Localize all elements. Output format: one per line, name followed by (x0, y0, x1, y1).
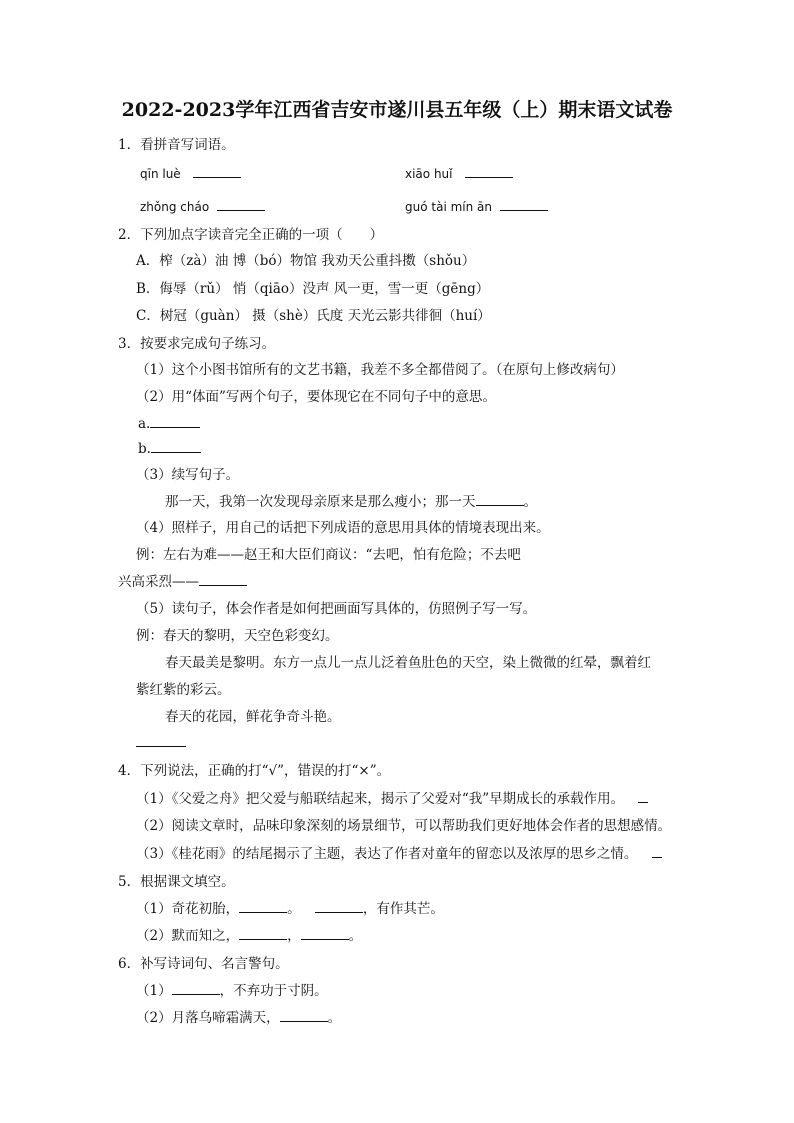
line-text: （1） (136, 983, 172, 999)
q3-part-2: （2）用“体面”写两个句子，要体现它在不同句子中的意思。 (136, 389, 496, 405)
q3-part-5-line-1: 春天最美是黎明。东方一点儿一点儿泛着鱼肚色的天空，染上微微的红晕，飘着红 (165, 655, 651, 671)
q3-part-4-idiom (118, 573, 247, 591)
pinyin-text: qīn luè (140, 167, 181, 181)
pinyin-text: guó tài mín ān (405, 200, 492, 214)
line-text: （2）默而知之， (136, 928, 240, 944)
q3-part-4-example: 例：左右为难——赵王和大臣们商议：“去吧，怕有危险；不去吧 (136, 547, 521, 563)
line-text: ， (287, 928, 301, 944)
q3-part-1: （1）这个小图书馆所有的文艺书籍，我差不多全都借阅了。（在原句上修改病句） (136, 362, 624, 378)
answer-blank[interactable] (315, 900, 363, 913)
q5-line-2 (136, 927, 362, 945)
answer-blank[interactable] (638, 790, 648, 803)
answer-blank[interactable] (280, 1009, 328, 1022)
pinyin-item-1 (140, 165, 241, 183)
answer-blank[interactable] (239, 900, 287, 913)
line-text: 。 (348, 928, 363, 944)
q3-part-3: （3）续写句子。 (136, 467, 240, 483)
question-1-stem: 1．看拼音写词语。 (118, 137, 235, 153)
sentence-text: 那一天，我第一次发现母亲原来是那么瘦小；那一天 (165, 494, 476, 510)
answer-blank[interactable] (199, 573, 247, 586)
line-text: 。 (327, 1010, 342, 1026)
q3-part-5-example: 例：春天的黎明，天空色彩变幻。 (136, 628, 339, 644)
answer-blank[interactable] (151, 440, 201, 453)
question-3-stem: 3．按要求完成句子练习。 (118, 336, 276, 352)
question-6-stem: 6．补写诗词句、名言警句。 (118, 956, 289, 972)
q3-line-b (138, 440, 201, 458)
idiom-text: 兴高采烈—— (118, 574, 199, 590)
answer-blank[interactable] (172, 982, 220, 995)
line-label: a. (138, 416, 151, 432)
answer-blank[interactable] (193, 165, 241, 178)
statement-text: （3）《桂花雨》的结尾揭示了主题，表达了作者对童年的留恋以及浓厚的思乡之情。 (136, 846, 638, 862)
answer-blank[interactable] (465, 165, 513, 178)
question-2-stem: 2．下列加点字读音完全正确的一项（ ） (118, 227, 384, 243)
statement-text: （1）《父爱之舟》把父爱与船联结起来，揭示了父爱对“我”早期成长的承载作用。 (136, 791, 625, 807)
page-title: 2022-2023学年江西省吉安市遂川县五年级（上）期末语文试卷 (121, 99, 673, 121)
answer-blank[interactable] (150, 415, 200, 428)
answer-blank[interactable] (217, 198, 265, 211)
q6-line-2 (136, 1009, 341, 1027)
q6-line-1 (136, 982, 328, 1000)
q4-statement-3 (136, 845, 662, 863)
answer-blank[interactable] (500, 198, 548, 211)
pinyin-item-3 (140, 198, 265, 216)
sentence-end: 。 (523, 494, 537, 510)
line-text: （2）月落乌啼霜满天， (136, 1010, 280, 1026)
q3-part-5-line-2: 紫红紫的彩云。 (136, 682, 231, 698)
q3-part-3-sentence (165, 493, 537, 511)
line-text: ，不弃功于寸阴。 (219, 983, 328, 999)
q3-part-5-answer (136, 734, 186, 752)
q3-line-a (138, 415, 200, 433)
line-text: （1）奇花初胎， (136, 901, 240, 917)
answer-blank[interactable] (136, 734, 186, 747)
q4-statement-2: （2）阅读文章时，品味印象深刻的场景细节，可以帮助我们更好地体会作者的思想感情。 (136, 818, 672, 834)
pinyin-text: zhǒng cháo (140, 200, 210, 214)
q4-statement-1 (136, 790, 648, 808)
q3-part-5-task: 春天的花园，鲜花争奇斗艳。 (165, 709, 341, 725)
question-4-stem: 4．下列说法，正确的打“√”，错误的打“×”。 (118, 763, 391, 779)
answer-blank[interactable] (652, 845, 662, 858)
option-c[interactable]: C．树冠（guàn） 摄（shè）氏度 天光云影共徘徊（huí） (136, 308, 491, 324)
answer-blank[interactable] (239, 927, 287, 940)
pinyin-item-2 (405, 165, 513, 183)
pinyin-text: xiāo huǐ (405, 167, 453, 181)
answer-blank[interactable] (301, 927, 349, 940)
line-text: 。 (287, 901, 301, 917)
question-5-stem: 5．根据课文填空。 (118, 874, 235, 890)
option-a[interactable]: A．榨（zà）油 博（bó）物馆 我劝天公重抖擞（shǒu） (136, 253, 476, 269)
answer-blank[interactable] (476, 493, 524, 506)
q3-part-5: （5）读句子，体会作者是如何把画面写具体的，仿照例子写一写。 (136, 601, 537, 617)
line-text: ，有作其芒。 (362, 901, 444, 917)
q3-part-4: （4）照样子，用自己的话把下列成语的意思用具体的情境表现出来。 (136, 520, 550, 536)
pinyin-item-4 (405, 198, 548, 216)
q5-line-1 (136, 900, 444, 918)
option-b[interactable]: B．侮辱（rǔ） 悄（qiāo）没声 风一更，雪一更（gēng） (136, 281, 490, 297)
line-label: b. (138, 441, 151, 457)
